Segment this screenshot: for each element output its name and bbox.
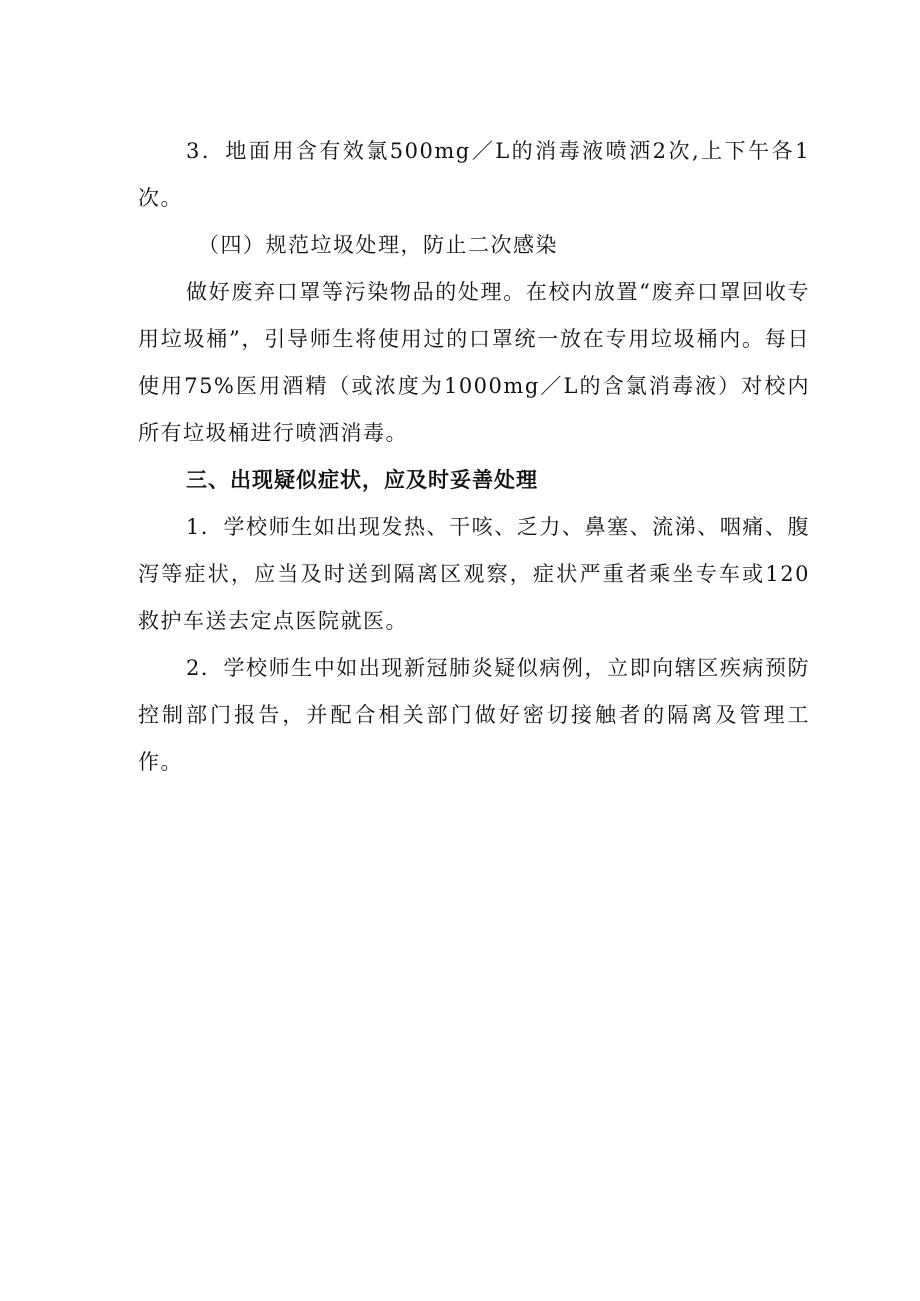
paragraph-suspected-case-report: 2．学校师生中如出现新冠肺炎疑似病例，立即向辖区疾病预防控制部门报告，并配合相关部门做好密切接触者的隔离及管理工作。 [138,656,810,774]
document-body [138,128,810,786]
paragraph-floor-disinfection: 3．地面用含有效氯500mg／L的消毒液喷洒2次,上下午各1次。 [138,139,810,210]
subsection-heading-garbage: （四）规范垃圾处理，防止二次感染 [198,233,558,257]
paragraph-garbage-handling: 做好废弃口罩等污染物品的处理。在校内放置“废弃口罩回收专用垃圾桶”，引导师生将使用过的口罩统一放在专用垃圾桶内。每日使用75%医用酒精（或浓度为1000mg／L的含氯消毒液）对校内所有垃圾桶进行喷洒消毒。 [138,280,810,445]
paragraph-symptoms-isolation: 1．学校师生如出现发热、干咳、乏力、鼻塞、流涕、咽痛、腹泻等症状，应当及时送到隔离区观察，症状严重者乘坐专车或120救护车送去定点医院就医。 [138,515,810,633]
section-heading-symptoms: 三、出现疑似症状，应及时妥善处理 [186,468,538,492]
